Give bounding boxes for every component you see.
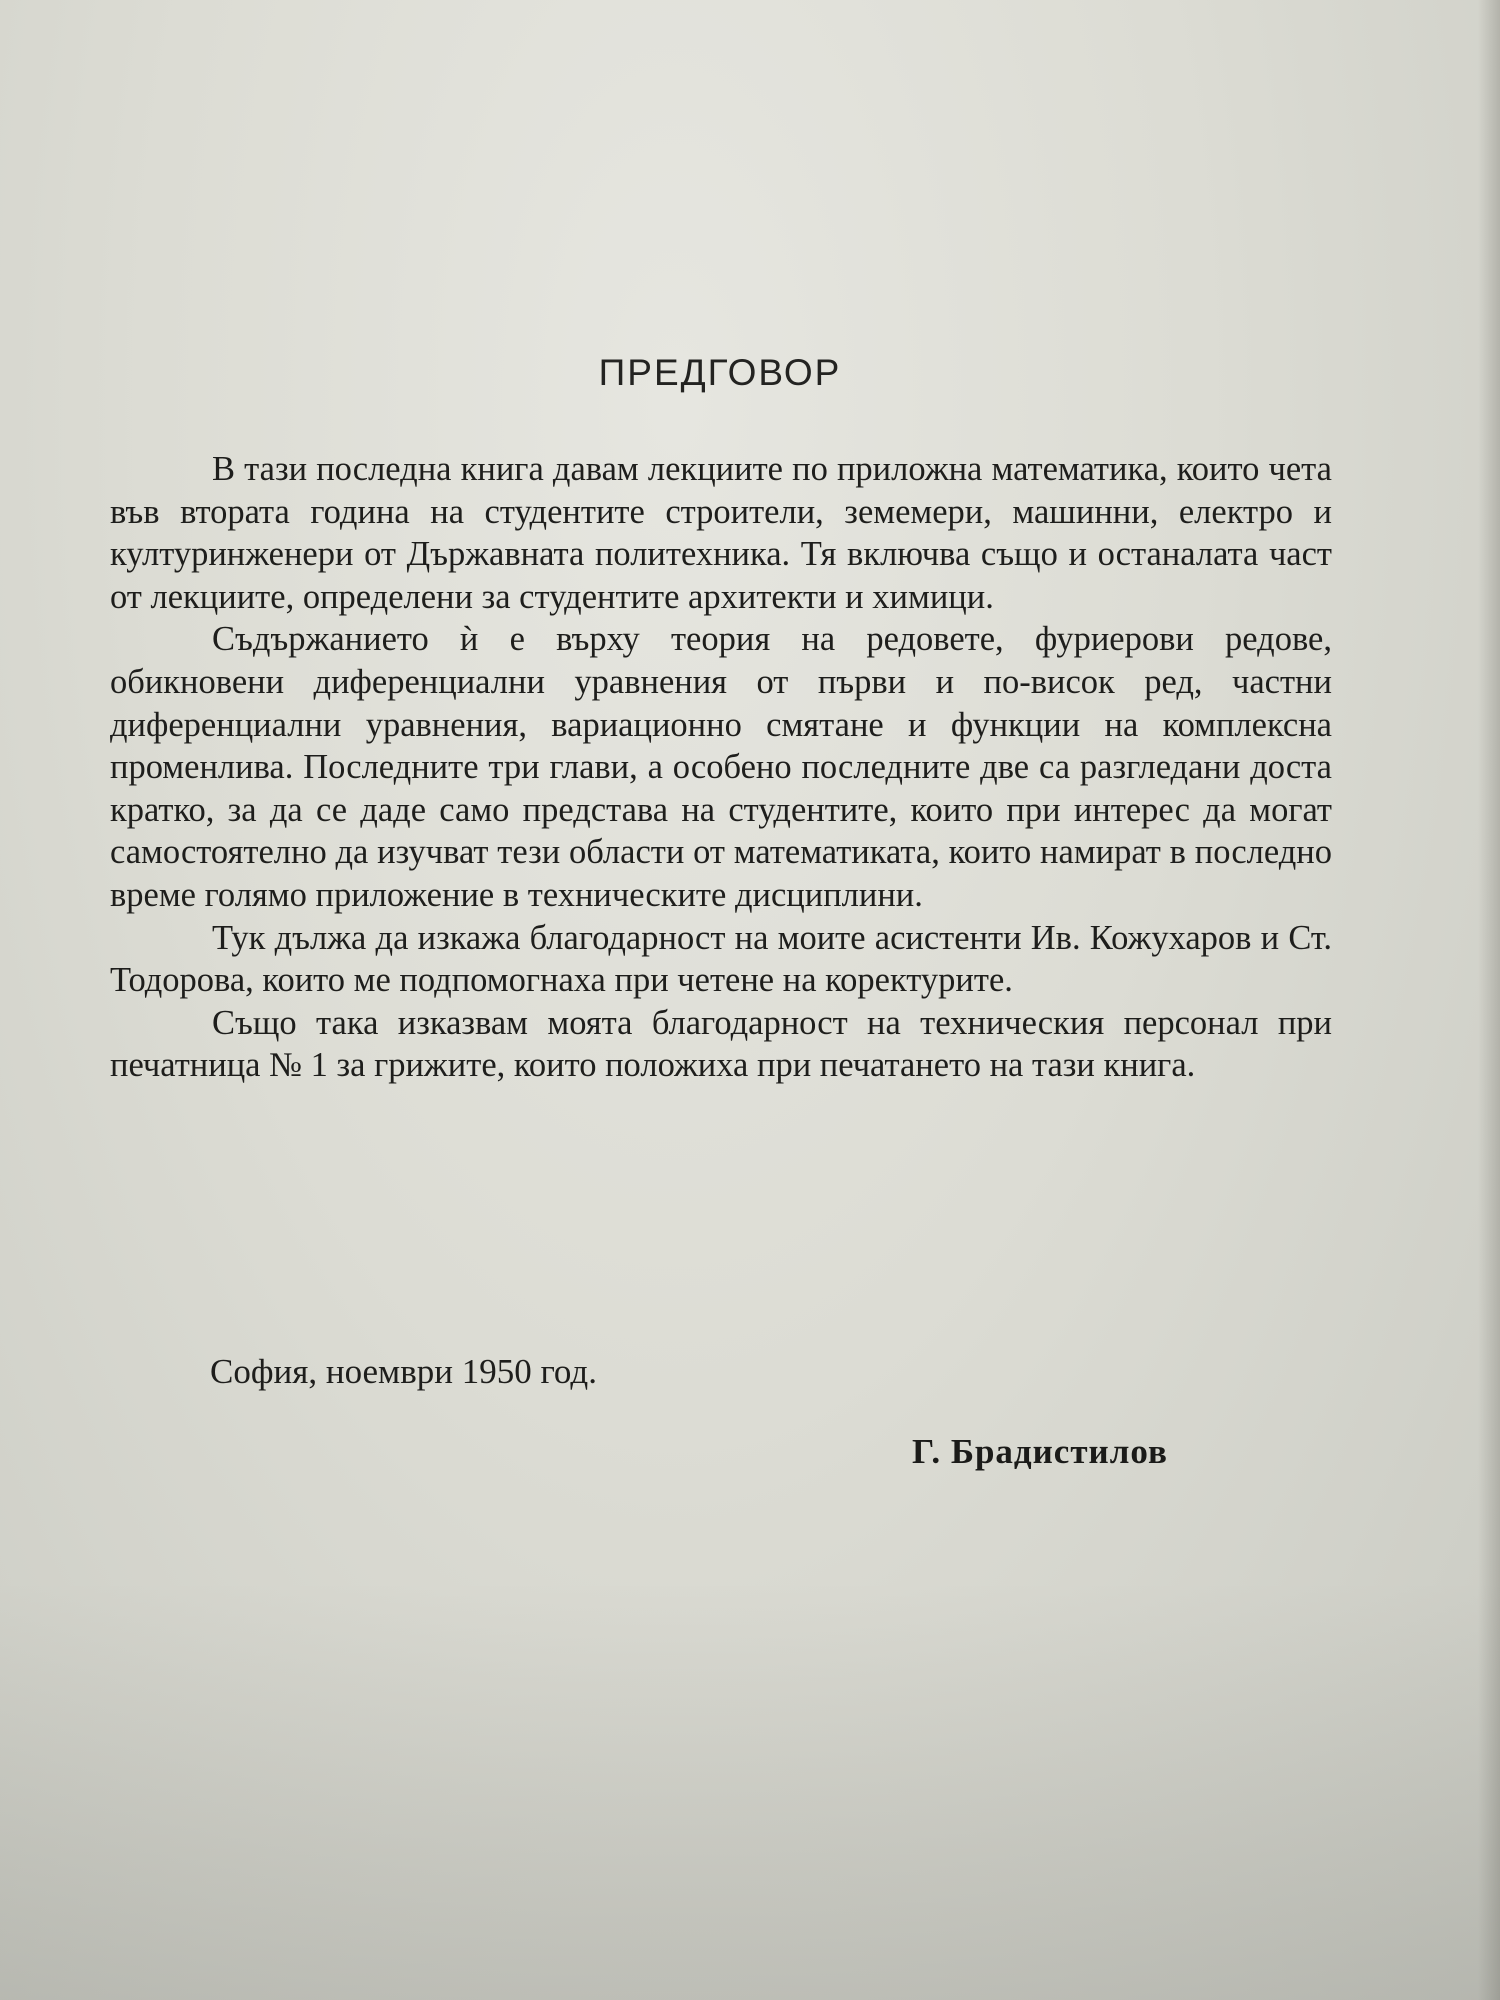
preface-paragraph-2: Съдържанието ѝ е върху теория на редовете, фуриерови редове, обикновени диференциални уравнения от първи и по-висок ред, частни диференциални уравнения, вариационно смятане и функции на комплексна променлива. Последните три глави, а особено последните две са разгледани доста кратко, за да се даде само представа на студентите, които при интерес да могат самостоятелно да изучват тези области от математиката, които намират в последно време голямо приложение в техническите дисциплини.	[110, 620, 1332, 914]
preface-paragraph-3: Тук дължа да изкажа благодарност на моите асистенти Ив. Кожухаров и Ст. Тодорова, които ме подпомогнаха при четене на коректурите.	[110, 918, 1332, 1000]
preface-body	[110, 448, 1332, 1087]
preface-title: ПРЕДГОВОР	[598, 352, 842, 393]
preface-paragraph-4: Също така изказвам моята благодарност на техническия персонал при печатница № 1 за грижите, които положиха при печатането на тази книга.	[110, 1003, 1332, 1085]
author-signature: Г. Брадистилов	[912, 1432, 1168, 1471]
preface-paragraph-1: В тази последна книга давам лекциите по приложна математика, които чета във втората година на студентите строители, земемери, машинни, електро и културинженери от Държавната политехника. Тя включва също и останалата част от лекциите, определени за студентите архитекти и химици.	[110, 450, 1332, 616]
dateline: София, ноември 1950 год.	[210, 1352, 597, 1391]
page-bottom-shade	[0, 1580, 1500, 2000]
